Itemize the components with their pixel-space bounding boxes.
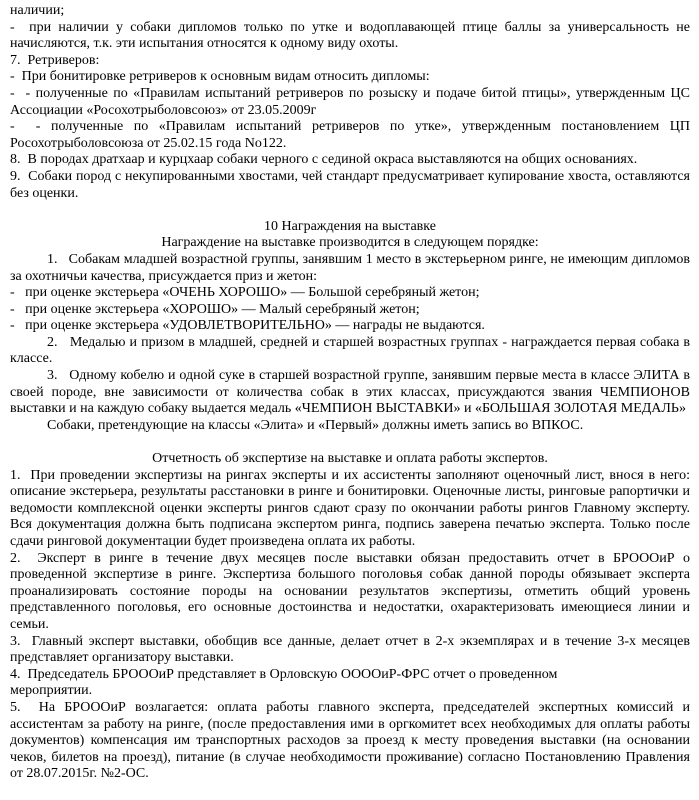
blank-line bbox=[10, 202, 690, 219]
paragraph: - при наличии у собаки дипломов только по утке и водоплавающей птице баллы за универсальность не начисляются, т.к. эти испытания относятся к одному виду охоты. bbox=[10, 19, 690, 52]
paragraph: - - полученные по «Правилам испытаний ретриверов по утке», утвержденным постановлением ЦП Росохотрыболовсоюза от 25.02.15 года No122. bbox=[10, 119, 690, 151]
section-heading: 10 Награждения на выставке bbox=[264, 218, 436, 234]
paragraph: 3. Одному кобелю и одной суке в старшей возрастной группе, занявшим первые места в классе ЭЛИТА в своей породе, вне зависимости от количества собак в этих классах, присуждаются звания ЧЕМПИОНОВ выставки и на каждую собаку выдается медаль «ЧЕМПИОН ВЫСТАВКИ» и «БОЛЬШАЯ ЗОЛОТАЯ МЕДАЛЬ» bbox=[10, 368, 690, 417]
paragraph: 3. Главный эксперт выставки, обобщив все данные, делает отчет в 2-х экземплярах и в течение 3-х месяцев представляет организатору выставки. bbox=[10, 633, 690, 666]
paragraph: 2. Эксперт в ринге в течение двух месяцев после выставки обязан предоставить отчет в БРОООиР о проведенной экспертизе в ринге. Экспертиза большого поголовья собак данной породы обязывает эксперта проанализировать состояние породы на основании результатов экспертизы, отметить общий уровень представленного поголовья, его основные достоинства и недостатки, охарактеризовать имеющиеся линии и семьи. bbox=[10, 550, 690, 632]
paragraph: 4. Председатель БРОООиР представляет в Орловскую ООООиР-ФРС отчет о проведенном bbox=[10, 666, 558, 682]
paragraph: 2. Медалью и призом в младшей, средней и старшей возрастных группах - награждается первая собака в классе. bbox=[10, 334, 690, 367]
paragraph: Собаки, претендующие на классы «Элита» и «Первый» должны иметь запись во ВПКОС. bbox=[47, 417, 584, 433]
paragraph: 7. Ретриверов: bbox=[10, 52, 100, 68]
paragraph: - при оценке экстерьера «УДОВЛЕТВОРИТЕЛЬНО» — награды не выдаются. bbox=[10, 318, 485, 334]
paragraph: 8. В породах дратхаар и курцхаар собаки черного с сединой окраса выставляются на общих основаниях. bbox=[10, 152, 638, 168]
paragraph: мероприятии. bbox=[10, 683, 93, 699]
paragraph: 1. При проведении экспертизы на рингах эксперты и их ассистенты заполняют оценочный лист, внося в него: описание экстерьера, результаты расстановки в ринге и бонитировки. Оценочные листы, ринговые рапортички и ведомости комплексной оценки эксперты рингов сдают сразу по окончании работы рингов Главному эксперту. Вся документация должна быть подписана экспертом ринга, подпись заверена печатью эксперта. Только после сдачи ринговой документации будет произведена оплата их работы. bbox=[10, 467, 690, 549]
paragraph: - При бонитировке ретриверов к основным видам относить дипломы: bbox=[10, 69, 430, 85]
section-subheading: Награждение на выставке производится в следующем порядке: bbox=[161, 235, 539, 251]
paragraph: - при оценке экстерьера «ОЧЕНЬ ХОРОШО» — Большой серебряный жетон; bbox=[10, 285, 480, 301]
paragraph: - при оценке экстерьера «ХОРОШО» — Малый серебряный жетон; bbox=[10, 301, 420, 317]
blank-line bbox=[10, 434, 690, 451]
paragraph: 9. Собаки пород с некупированными хвостами, чей стандарт предусматривает купирование хвоста, оставляются без оценки. bbox=[10, 168, 690, 201]
paragraph: - - полученные по «Правилам испытаний ретриверов по розыску и подаче битой птицы», утвержденным ЦС Ассоциации «Росохотрыболовсоюз» от 23.05.2009г bbox=[10, 85, 690, 118]
paragraph: 5. На БРОООиР возлагается: оплата работы главного эксперта, председателей экспертных комиссий и ассистентам за работу на ринге, (после предоставления ими в оргкомитет всех необходимых для оплаты работы документов) компенсация им транспортных расходов за проезд к месту проведения выставки (на основании чеков, билетов на проезд), питание (в случае необходимости проживание) согласно Постановлению Правления от 28.07.2015г. №2-ОС. bbox=[10, 699, 690, 782]
section-heading: Отчетность об экспертизе на выставке и оплата работы экспертов. bbox=[152, 451, 548, 467]
paragraph: 1. Собакам младшей возрастной группы, занявшим 1 место в экстерьерном ринге, не имеющим дипломов за охотничьи качества, присуждается приз и жетон: bbox=[10, 251, 690, 284]
paragraph: наличии; bbox=[10, 3, 65, 18]
